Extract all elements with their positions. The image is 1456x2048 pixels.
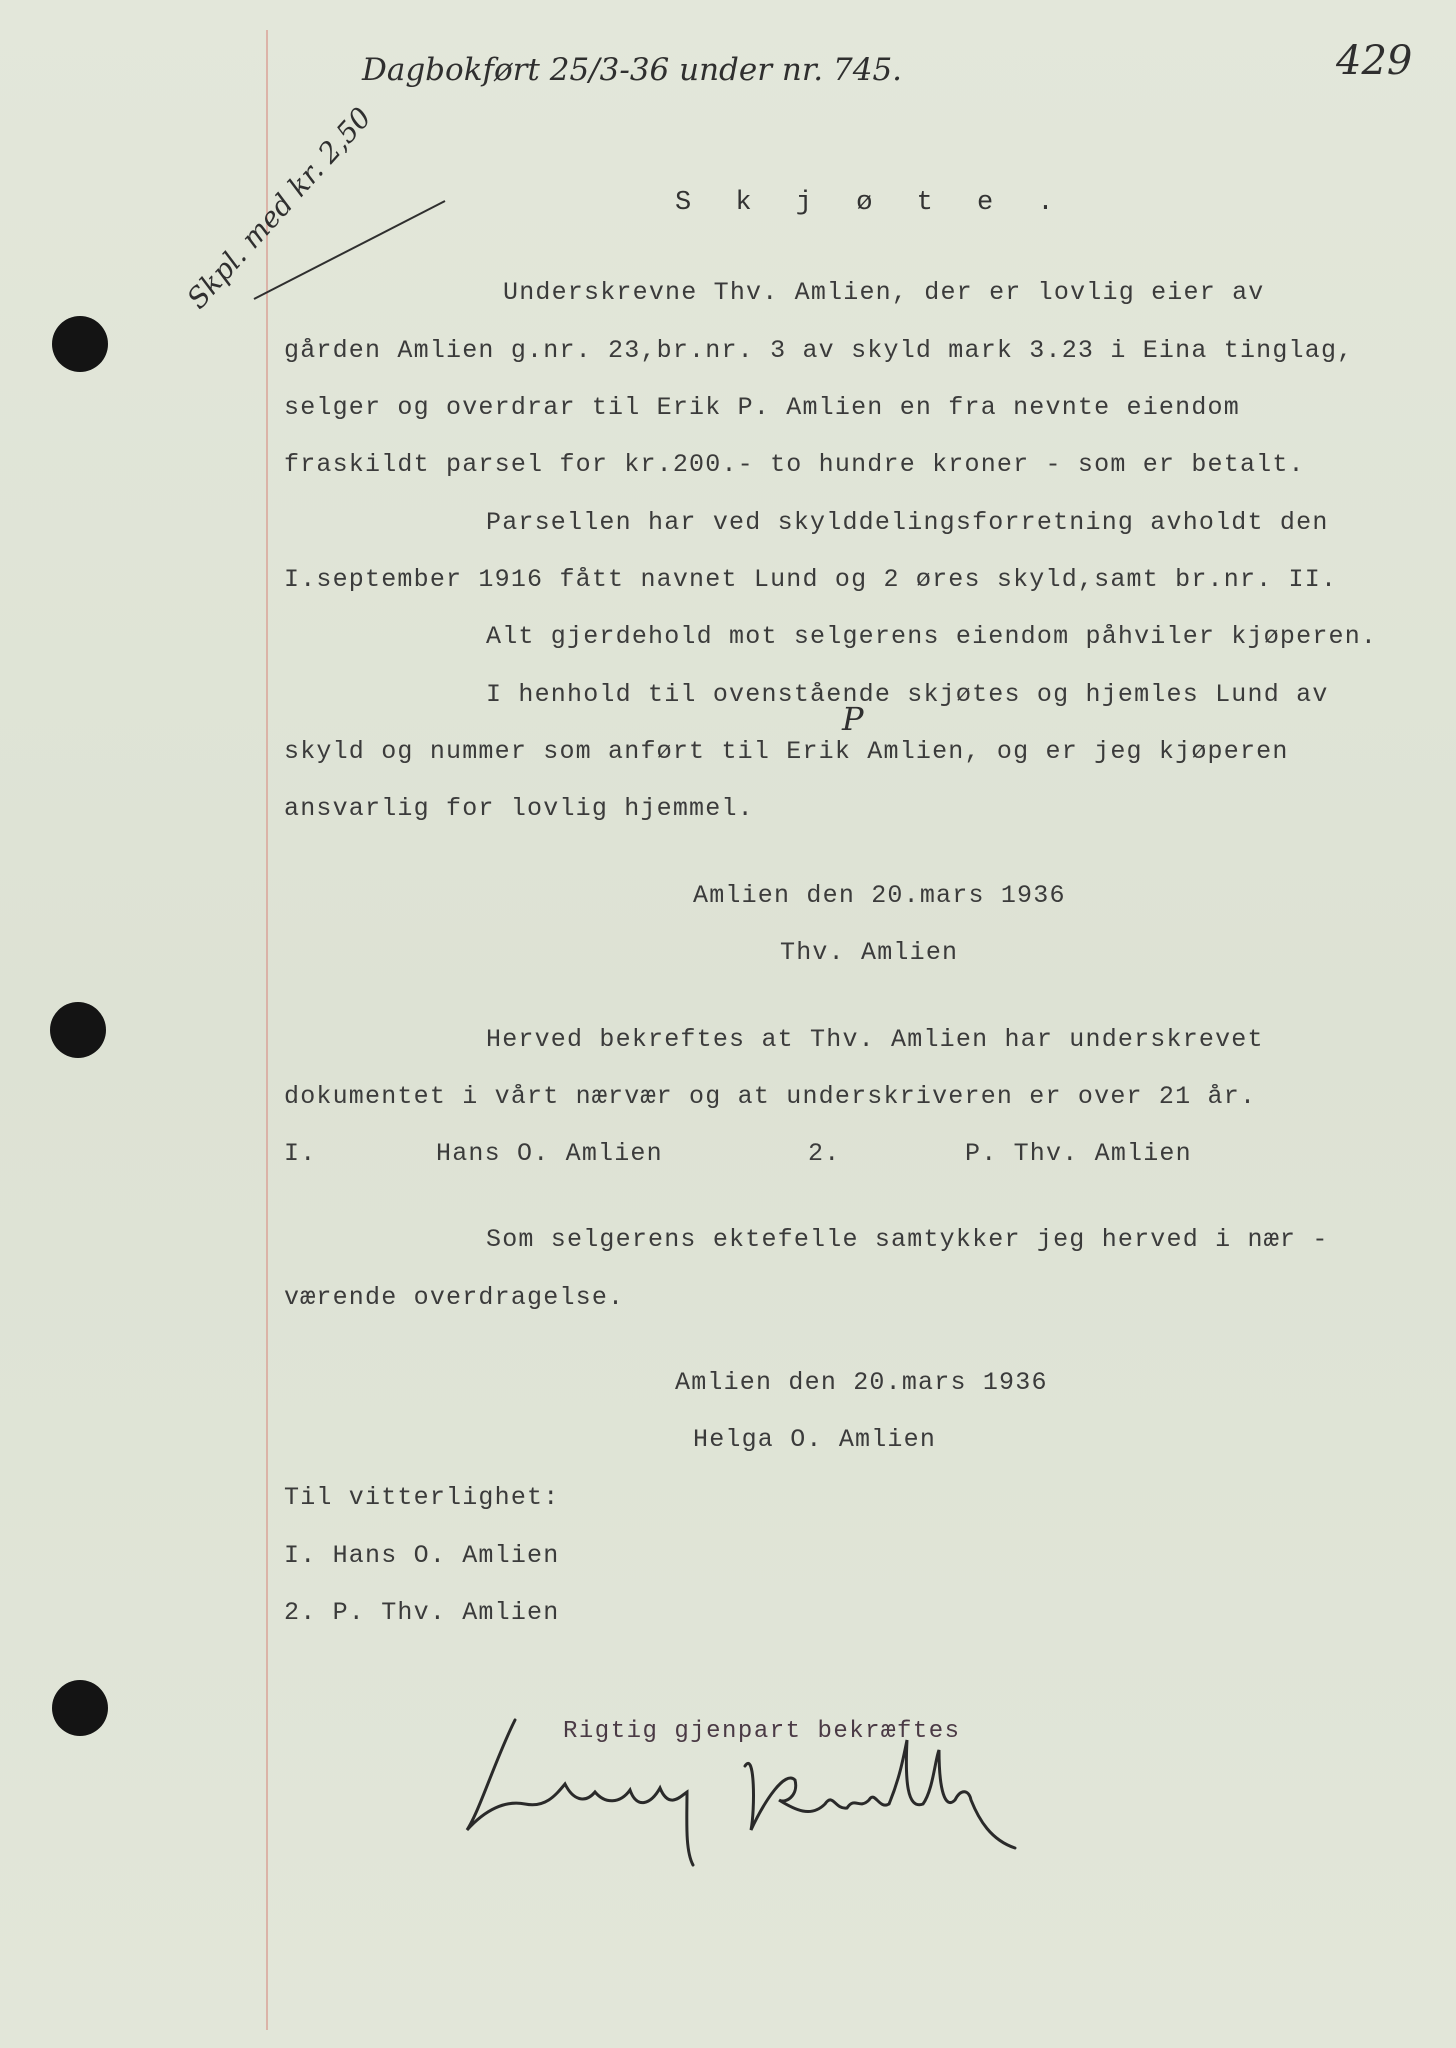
witness-number: I. <box>284 1139 317 1168</box>
signer-name: Helga O. Amlien <box>693 1425 937 1454</box>
filing-note: Dagbokført 25/3-36 under nr. 745. <box>362 52 903 88</box>
document-title: S k j ø t e . <box>675 188 1068 218</box>
body-line: skyld og nummer som anført til Erik Amlien, og er jeg kjøperen <box>284 737 1289 766</box>
place-date: Amlien den 20.mars 1936 <box>675 1368 1048 1397</box>
page-number: 429 <box>1336 38 1413 84</box>
punch-hole-middle <box>50 1002 106 1058</box>
margin-note: Skpl. med kr. 2,50 <box>180 101 378 315</box>
certification-stamp: Rigtig gjenpart bekræftes <box>563 1718 961 1745</box>
body-line: selger og overdrar til Erik P. Amlien en fra nevnte eiendom <box>284 393 1240 422</box>
margin-note-underline <box>250 195 450 305</box>
handwritten-insert: P <box>842 700 864 738</box>
body-line: ansvarlig for lovlig hjemmel. <box>284 794 754 823</box>
place-date: Amlien den 20.mars 1936 <box>693 881 1066 910</box>
attestation-line: Herved bekreftes at Thv. Amlien har underskrevet <box>486 1025 1264 1054</box>
consent-line: værende overdragelse. <box>284 1283 625 1312</box>
body-line: Underskrevne Thv. Amlien, der er lovlig eier av <box>503 278 1265 307</box>
attestation-line: dokumentet i vårt nærvær og at underskriveren er over 21 år. <box>284 1082 1257 1111</box>
body-line: I henhold til ovenstående skjøtes og hjemles Lund av <box>486 680 1329 709</box>
signer-name: Thv. Amlien <box>780 938 959 967</box>
body-line: Alt gjerdehold mot selgerens eiendom påhviler kjøperen. <box>486 622 1378 651</box>
witness-name: P. Thv. Amlien <box>965 1139 1192 1168</box>
margin-rule <box>266 30 268 2030</box>
punch-hole-top <box>52 316 108 372</box>
witness-number: 2. <box>808 1139 841 1168</box>
body-line: I.september 1916 fått navnet Lund og 2 øres skyld,samt br.nr. II. <box>284 565 1338 594</box>
witness-name: Hans O. Amlien <box>436 1139 663 1168</box>
signature <box>455 1700 1075 1880</box>
witness-line: I. Hans O. Amlien <box>284 1541 560 1570</box>
witness-heading: Til vitterlighet: <box>284 1483 560 1512</box>
body-line: gården Amlien g.nr. 23,br.nr. 3 av skyld mark 3.23 i Eina tinglag, <box>284 336 1354 365</box>
body-line: Parsellen har ved skylddelingsforretning avholdt den <box>486 508 1329 537</box>
body-line: fraskildt parsel for kr.200.- to hundre kroner - som er betalt. <box>284 450 1305 479</box>
punch-hole-bottom <box>52 1680 108 1736</box>
witness-line: 2. P. Thv. Amlien <box>284 1598 560 1627</box>
consent-line: Som selgerens ektefelle samtykker jeg herved i nær - <box>486 1225 1329 1254</box>
